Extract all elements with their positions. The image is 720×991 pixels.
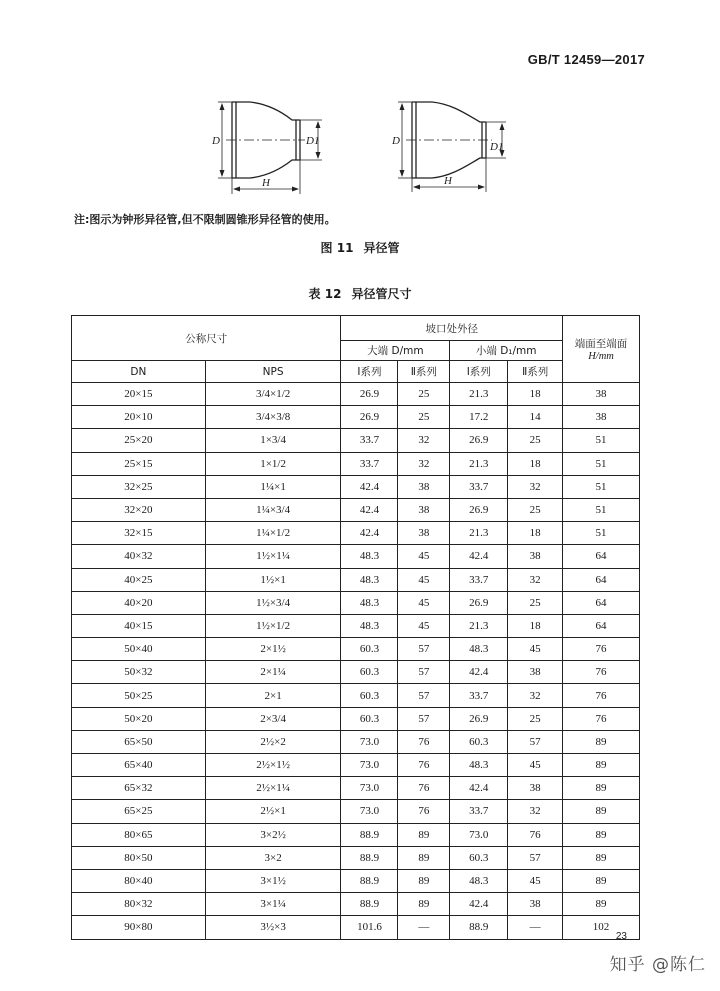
cell-dn: 32×20 <box>72 498 206 521</box>
table-row <box>72 730 640 753</box>
cell-large-series2: 89 <box>398 823 450 846</box>
cell-small-series2: 38 <box>508 545 563 568</box>
header-small-end: 小端 D₁/mm <box>450 341 563 361</box>
cell-large-series1: 73.0 <box>341 777 398 800</box>
cell-small-series2: 38 <box>508 777 563 800</box>
cell-small-series2: 18 <box>508 383 563 406</box>
cell-large-series1: 42.4 <box>341 522 398 545</box>
cell-dn: 80×50 <box>72 846 206 869</box>
cell-end-to-end: 76 <box>563 707 640 730</box>
figure-caption <box>0 239 720 256</box>
cell-large-series1: 73.0 <box>341 800 398 823</box>
cell-large-series2: 57 <box>398 638 450 661</box>
cell-dn: 40×25 <box>72 568 206 591</box>
cell-small-series2: 25 <box>508 429 563 452</box>
cell-small-series1: 33.7 <box>450 684 508 707</box>
header-large-series2: Ⅱ系列 <box>398 361 450 383</box>
cell-small-series2: 14 <box>508 406 563 429</box>
cell-small-series1: 42.4 <box>450 545 508 568</box>
cell-large-series1: 88.9 <box>341 869 398 892</box>
header-large-end: 大端 D/mm <box>341 341 450 361</box>
cell-large-series1: 60.3 <box>341 661 398 684</box>
cell-end-to-end: 89 <box>563 730 640 753</box>
table-row <box>72 591 640 614</box>
cell-nps: 1½×3/4 <box>205 591 341 614</box>
cell-dn: 80×65 <box>72 823 206 846</box>
cell-nps: 2½×1¼ <box>205 777 341 800</box>
table-row <box>72 661 640 684</box>
cell-small-series2: 57 <box>508 730 563 753</box>
cell-end-to-end: 51 <box>563 522 640 545</box>
cell-dn: 65×32 <box>72 777 206 800</box>
cell-dn: 25×20 <box>72 429 206 452</box>
cell-large-series2: 32 <box>398 429 450 452</box>
cell-large-series1: 73.0 <box>341 754 398 777</box>
cell-dn: 50×32 <box>72 661 206 684</box>
cell-large-series1: 73.0 <box>341 730 398 753</box>
cell-large-series2: 57 <box>398 684 450 707</box>
cell-large-series1: 26.9 <box>341 383 398 406</box>
figure-caption-title: 异径管 <box>363 241 400 255</box>
cell-small-series1: 26.9 <box>450 707 508 730</box>
cell-large-series2: 38 <box>398 475 450 498</box>
fig-label-D1-2: D1 <box>490 141 504 153</box>
cell-large-series2: 45 <box>398 545 450 568</box>
cell-large-series1: 60.3 <box>341 707 398 730</box>
cell-nps: 1½×1/2 <box>205 614 341 637</box>
cell-small-series2: 38 <box>508 893 563 916</box>
cell-nps: 3/4×3/8 <box>205 406 341 429</box>
cell-small-series1: 21.3 <box>450 522 508 545</box>
cell-large-series2: 25 <box>398 383 450 406</box>
cell-end-to-end: 51 <box>563 475 640 498</box>
cell-small-series1: 48.3 <box>450 754 508 777</box>
cell-small-series2: 45 <box>508 869 563 892</box>
cell-dn: 40×15 <box>72 614 206 637</box>
header-small-series2: Ⅱ系列 <box>508 361 563 383</box>
cell-large-series1: 48.3 <box>341 591 398 614</box>
table-row <box>72 777 640 800</box>
cell-nps: 2½×1½ <box>205 754 341 777</box>
cell-small-series1: 60.3 <box>450 846 508 869</box>
cell-small-series2: 57 <box>508 846 563 869</box>
cell-dn: 40×20 <box>72 591 206 614</box>
cell-dn: 32×25 <box>72 475 206 498</box>
standard-code: GB/T 12459—2017 <box>527 52 645 67</box>
table-row <box>72 846 640 869</box>
cell-nps: 2×3/4 <box>205 707 341 730</box>
header-end-to-end-label: 端面至端面 <box>574 338 628 350</box>
table-row <box>72 800 640 823</box>
header-bevel-od: 坡口处外径 <box>341 316 563 341</box>
cell-large-series2: 89 <box>398 869 450 892</box>
cell-large-series1: 26.9 <box>341 406 398 429</box>
cell-nps: 1½×1¼ <box>205 545 341 568</box>
cell-end-to-end: 64 <box>563 568 640 591</box>
table-row <box>72 475 640 498</box>
cell-small-series1: 48.3 <box>450 869 508 892</box>
watermark: 知乎 @陈仁 <box>609 955 706 975</box>
cell-end-to-end: 38 <box>563 383 640 406</box>
cell-large-series2: 38 <box>398 498 450 521</box>
cell-nps: 1¼×3/4 <box>205 498 341 521</box>
table-row <box>72 916 640 939</box>
cell-nps: 2×1½ <box>205 638 341 661</box>
cell-dn: 65×40 <box>72 754 206 777</box>
table-row <box>72 568 640 591</box>
table-body <box>72 383 640 940</box>
cell-small-series1: 42.4 <box>450 661 508 684</box>
cell-large-series1: 33.7 <box>341 452 398 475</box>
cell-small-series2: 32 <box>508 568 563 591</box>
cell-small-series2: 32 <box>508 684 563 707</box>
fig-label-D-2: D <box>392 135 400 147</box>
cell-large-series1: 42.4 <box>341 498 398 521</box>
table-caption-title: 异径管尺寸 <box>351 287 412 301</box>
cell-nps: 2½×2 <box>205 730 341 753</box>
header-small-series1: Ⅰ系列 <box>450 361 508 383</box>
cell-end-to-end: 64 <box>563 545 640 568</box>
cell-small-series2: 38 <box>508 661 563 684</box>
cell-small-series2: 32 <box>508 475 563 498</box>
reducer-dimensions-table <box>71 315 640 940</box>
cell-dn: 65×50 <box>72 730 206 753</box>
cell-end-to-end: 76 <box>563 638 640 661</box>
cell-small-series2: 25 <box>508 498 563 521</box>
table-caption <box>0 285 720 302</box>
cell-small-series2: 32 <box>508 800 563 823</box>
cell-large-series1: 60.3 <box>341 684 398 707</box>
table-row <box>72 869 640 892</box>
cell-small-series1: 33.7 <box>450 568 508 591</box>
cell-small-series1: 60.3 <box>450 730 508 753</box>
cell-end-to-end: 102 <box>563 916 640 939</box>
cell-end-to-end: 89 <box>563 893 640 916</box>
table-row <box>72 498 640 521</box>
reducer-figure <box>0 0 720 240</box>
cell-nps: 3×2 <box>205 846 341 869</box>
cell-dn: 80×40 <box>72 869 206 892</box>
cell-small-series1: 33.7 <box>450 475 508 498</box>
cell-dn: 65×25 <box>72 800 206 823</box>
cell-large-series2: 38 <box>398 522 450 545</box>
cell-large-series2: 45 <box>398 591 450 614</box>
cell-small-series1: 26.9 <box>450 429 508 452</box>
table-row <box>72 823 640 846</box>
cell-large-series2: 89 <box>398 846 450 869</box>
cell-large-series2: 89 <box>398 893 450 916</box>
cell-small-series1: 21.3 <box>450 383 508 406</box>
cell-nps: 1×3/4 <box>205 429 341 452</box>
header-large-series1: Ⅰ系列 <box>341 361 398 383</box>
cell-dn: 40×32 <box>72 545 206 568</box>
cell-dn: 50×25 <box>72 684 206 707</box>
table-row <box>72 522 640 545</box>
cell-large-series1: 48.3 <box>341 614 398 637</box>
header-dn: DN <box>72 361 206 383</box>
table-row <box>72 545 640 568</box>
cell-dn: 20×15 <box>72 383 206 406</box>
cell-end-to-end: 64 <box>563 591 640 614</box>
cell-large-series2: 76 <box>398 754 450 777</box>
cell-small-series1: 26.9 <box>450 591 508 614</box>
cell-end-to-end: 89 <box>563 869 640 892</box>
cell-nps: 3×2½ <box>205 823 341 846</box>
cell-large-series1: 88.9 <box>341 823 398 846</box>
header-nps: NPS <box>205 361 341 383</box>
cell-dn: 90×80 <box>72 916 206 939</box>
cell-small-series1: 21.3 <box>450 452 508 475</box>
cell-nps: 2½×1 <box>205 800 341 823</box>
cell-large-series2: 76 <box>398 730 450 753</box>
cell-small-series2: 18 <box>508 614 563 637</box>
cell-nps: 1×1/2 <box>205 452 341 475</box>
cell-dn: 80×32 <box>72 893 206 916</box>
table-row <box>72 638 640 661</box>
cell-end-to-end: 76 <box>563 661 640 684</box>
cell-end-to-end: 51 <box>563 498 640 521</box>
cell-small-series2: — <box>508 916 563 939</box>
table-row <box>72 406 640 429</box>
cell-small-series2: 45 <box>508 754 563 777</box>
cell-small-series2: 76 <box>508 823 563 846</box>
cell-end-to-end: 38 <box>563 406 640 429</box>
cell-large-series1: 42.4 <box>341 475 398 498</box>
cell-small-series1: 88.9 <box>450 916 508 939</box>
cell-end-to-end: 64 <box>563 614 640 637</box>
cell-large-series2: 45 <box>398 614 450 637</box>
cell-nps: 3/4×1/2 <box>205 383 341 406</box>
cell-nps: 1¼×1 <box>205 475 341 498</box>
table-row <box>72 707 640 730</box>
table-row <box>72 893 640 916</box>
cell-nps: 3½×3 <box>205 916 341 939</box>
cell-large-series1: 48.3 <box>341 545 398 568</box>
cell-small-series1: 26.9 <box>450 498 508 521</box>
cell-end-to-end: 89 <box>563 846 640 869</box>
cell-small-series1: 48.3 <box>450 638 508 661</box>
cell-small-series1: 17.2 <box>450 406 508 429</box>
cell-small-series1: 21.3 <box>450 614 508 637</box>
cell-small-series1: 33.7 <box>450 800 508 823</box>
cell-dn: 20×10 <box>72 406 206 429</box>
table-row <box>72 452 640 475</box>
cell-dn: 25×15 <box>72 452 206 475</box>
cell-nps: 2×1¼ <box>205 661 341 684</box>
cell-end-to-end: 51 <box>563 429 640 452</box>
cell-end-to-end: 76 <box>563 684 640 707</box>
cell-large-series2: 25 <box>398 406 450 429</box>
page-number: 23 <box>615 931 627 942</box>
fig-label-H-2: H <box>444 175 452 187</box>
cell-nps: 1¼×1/2 <box>205 522 341 545</box>
cone-reducer-arrows <box>400 103 505 190</box>
cell-end-to-end: 89 <box>563 800 640 823</box>
figure-note: 注:图示为钟形异径管,但不限制圆锥形异径管的使用。 <box>74 213 336 226</box>
cell-end-to-end: 51 <box>563 452 640 475</box>
cell-dn: 32×15 <box>72 522 206 545</box>
cell-large-series2: 45 <box>398 568 450 591</box>
table-row <box>72 383 640 406</box>
cell-large-series2: 76 <box>398 777 450 800</box>
cell-small-series2: 25 <box>508 591 563 614</box>
cell-large-series2: 76 <box>398 800 450 823</box>
table-row <box>72 684 640 707</box>
cell-large-series2: 57 <box>398 707 450 730</box>
fig-label-D1: D1 <box>306 135 320 147</box>
cell-large-series1: 60.3 <box>341 638 398 661</box>
bell-reducer-drawing <box>218 102 322 194</box>
cell-nps: 3×1½ <box>205 869 341 892</box>
table-row <box>72 429 640 452</box>
fig-label-H: H <box>262 177 270 189</box>
cell-large-series1: 88.9 <box>341 893 398 916</box>
table-row <box>72 614 640 637</box>
cell-small-series1: 42.4 <box>450 777 508 800</box>
cell-nps: 3×1¼ <box>205 893 341 916</box>
header-nominal-size: 公称尺寸 <box>72 316 341 361</box>
cell-large-series1: 33.7 <box>341 429 398 452</box>
cell-small-series2: 45 <box>508 638 563 661</box>
cell-large-series2: 57 <box>398 661 450 684</box>
cell-small-series1: 73.0 <box>450 823 508 846</box>
cell-nps: 1½×1 <box>205 568 341 591</box>
cell-dn: 50×40 <box>72 638 206 661</box>
cell-large-series1: 101.6 <box>341 916 398 939</box>
figure-caption-number: 图 11 <box>320 241 354 255</box>
cell-large-series2: — <box>398 916 450 939</box>
table-caption-number: 表 12 <box>308 287 342 301</box>
cell-small-series2: 18 <box>508 452 563 475</box>
header-end-to-end <box>563 316 640 383</box>
cell-small-series2: 18 <box>508 522 563 545</box>
cell-large-series1: 48.3 <box>341 568 398 591</box>
cell-large-series2: 32 <box>398 452 450 475</box>
cell-dn: 50×20 <box>72 707 206 730</box>
cell-end-to-end: 89 <box>563 754 640 777</box>
fig-label-D: D <box>212 135 220 147</box>
cell-end-to-end: 89 <box>563 823 640 846</box>
cell-large-series1: 88.9 <box>341 846 398 869</box>
cell-small-series1: 42.4 <box>450 893 508 916</box>
cell-end-to-end: 89 <box>563 777 640 800</box>
table-row <box>72 754 640 777</box>
header-end-to-end-unit: H/mm <box>588 351 614 362</box>
cell-nps: 2×1 <box>205 684 341 707</box>
cell-small-series2: 25 <box>508 707 563 730</box>
